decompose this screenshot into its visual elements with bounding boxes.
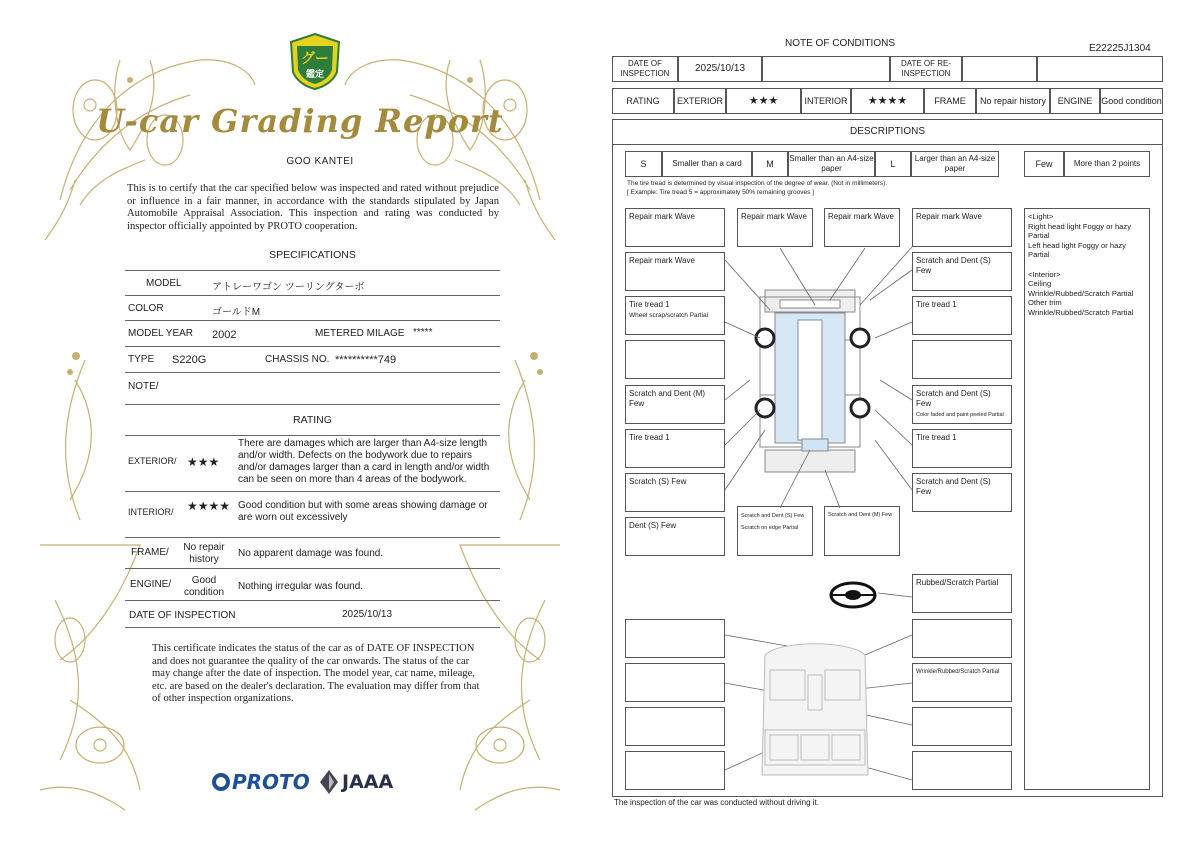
legend-l: L xyxy=(875,151,911,177)
divider xyxy=(125,372,500,373)
divider xyxy=(125,270,500,271)
date-value: 2025/10/13 xyxy=(342,609,393,620)
date-label: DATE OF INSPECTION xyxy=(129,610,236,621)
side-note-line: <Light> xyxy=(1028,212,1054,221)
condition-box-scratch-dent: Scratch and Dent (M) Few xyxy=(625,385,725,424)
condition-box-repair-mark: Repair mark Wave xyxy=(625,252,725,291)
divider xyxy=(125,568,500,569)
metered-mileage-value: ***** xyxy=(413,327,433,338)
descriptions-heading: DESCRIPTIONS xyxy=(612,119,1163,145)
metered-mileage-label: METERED MILAGE xyxy=(315,328,405,339)
engine-value: Good condition xyxy=(1100,88,1163,114)
divider xyxy=(125,295,500,296)
jaaa-mark-icon xyxy=(320,770,338,794)
tire-note: The tire tread is determined by visual inspection of the degree of wear. (Not in millimeters). xyxy=(627,180,888,187)
side-note-line xyxy=(1028,260,1146,270)
interior-label: INTERIOR/ xyxy=(128,507,174,517)
note-of-conditions-page xyxy=(600,0,1200,848)
model-value: アトレーワゴン ツーリングターボ xyxy=(212,282,365,293)
condition-box-repair-mark: Repair mark Wave xyxy=(912,208,1012,247)
date-of-inspection-label: DATE OF INSPECTION xyxy=(612,56,678,82)
svg-text:鑑定: 鑑定 xyxy=(305,70,325,80)
exterior-description: There are damages which are larger than A4-size length and/or width. Defects on the bodywork due to repairs and/or damages larger than a card in length and/or width can be seen on more than 4 areas of the bodywork. xyxy=(238,438,490,485)
condition-box-scratch-dent xyxy=(912,385,1012,424)
condition-box-empty xyxy=(625,619,725,658)
exterior-stars: ★★★ xyxy=(187,455,220,469)
condition-box-scratch-dent: Scratch and Dent (S) Few xyxy=(912,252,1012,291)
divider xyxy=(125,435,500,436)
interior-label: INTERIOR xyxy=(801,88,851,114)
side-note-line: Wrinkle/Rubbed/Scratch Partial xyxy=(1028,307,1134,317)
condition-box-rear xyxy=(737,506,813,556)
type-label: TYPE xyxy=(128,354,155,365)
divider xyxy=(125,600,500,601)
divider xyxy=(125,320,500,321)
condition-box-dent: Dent (S) Few xyxy=(625,517,725,556)
note-label: NOTE/ xyxy=(128,381,159,392)
report-title: U-car Grading Report xyxy=(96,102,504,140)
jaaa-logo xyxy=(320,770,393,794)
legend-m: M xyxy=(752,151,788,177)
model-year-label: MODEL YEAR xyxy=(128,328,194,339)
chassis-value: **********749 xyxy=(335,354,397,366)
frame-value: No repair history xyxy=(183,542,225,565)
color-faded-text: Color faded and paint peeled Partial xyxy=(916,412,1004,418)
legend-l-desc: Larger than an A4-size paper xyxy=(911,151,999,177)
side-note-line: Ceiling xyxy=(1028,279,1052,289)
condition-box-repair-mark: Repair mark Wave xyxy=(737,208,813,247)
model-label: MODEL xyxy=(146,278,182,289)
condition-box-steering: Rubbed/Scratch Partial xyxy=(912,574,1012,613)
condition-box-empty xyxy=(912,707,1012,746)
legend-m-desc: Smaller than an A4-size paper xyxy=(788,151,875,177)
document-id: E22225J1304 xyxy=(1089,43,1151,54)
interior-stars: ★★★★ xyxy=(851,88,924,114)
condition-box-empty xyxy=(912,340,1012,379)
divider xyxy=(125,346,500,347)
right-footer: The inspection of the car was conducted without driving it. xyxy=(614,798,819,807)
color-value: ゴールドM xyxy=(212,307,261,318)
condition-box-empty xyxy=(625,663,725,702)
color-label: COLOR xyxy=(128,303,164,314)
proto-wordmark: PROTO xyxy=(232,770,310,794)
legend-few-desc: More than 2 points xyxy=(1064,151,1150,177)
car-interior-diagram xyxy=(750,635,880,785)
scratch-dent-text: Scratch and Dent (S) Few xyxy=(916,389,991,408)
chassis-label: CHASSIS NO. xyxy=(265,354,330,365)
side-note-line: Wrinkle/Rubbed/Scratch Partial xyxy=(1028,288,1134,298)
condition-box-tire-tread: Tire tread 1 xyxy=(912,429,1012,468)
condition-box-scratch-dent: Scratch and Dent (S) Few xyxy=(912,473,1012,512)
tire-tread-text: Tire tread 1 xyxy=(629,300,670,309)
condition-box-rear: Scratch and Dent (M) Few xyxy=(824,506,900,556)
exterior-label: EXTERIOR xyxy=(674,88,726,114)
page-title: NOTE OF CONDITIONS xyxy=(785,38,895,49)
interior-stars: ★★★★ xyxy=(187,499,231,513)
divider xyxy=(125,627,500,628)
divider xyxy=(125,491,500,492)
side-note-line: Other trim xyxy=(1028,298,1062,308)
condition-box-empty xyxy=(625,751,725,790)
condition-box-repair-mark: Repair mark Wave xyxy=(824,208,900,247)
engine-label: ENGINE/ xyxy=(130,579,172,590)
legend-s-desc: Smaller than a card xyxy=(662,151,752,177)
exterior-label: EXTERIOR/ xyxy=(128,456,177,466)
engine-value: Good condition xyxy=(183,575,225,598)
proto-mark-icon xyxy=(212,773,230,791)
legend-s: S xyxy=(625,151,662,177)
report-subtitle: GOO KANTEI xyxy=(286,156,354,167)
condition-box-tire-tread xyxy=(625,296,725,335)
rear-scratch-edge-text: Scratch on edge Partial xyxy=(741,525,799,531)
divider xyxy=(125,404,500,405)
footer-disclaimer: This certificate indicates the status of the car as of DATE OF INSPECTION and does not guarantee the quality of the car onwards. The status of the car may change after the date of inspection. The model year, car name, mileage, etc. are based on the dealer's declaration. The evaluation may differ from that of other inspection organizations. xyxy=(152,643,480,704)
certification-text: This is to certify that the car specified below was inspected and rated without prejudice or influence in a fair manner, in accordance with the standards stipulated by Japan Automobile Appraisal Association. This inspection and rating was conducted by inspector officially appointed by PROTO cooperation. xyxy=(127,183,499,232)
exterior-stars: ★★★ xyxy=(726,88,801,114)
engine-label: ENGINE xyxy=(1050,88,1100,114)
frame-label: FRAME/ xyxy=(131,547,169,558)
goo-kantei-badge xyxy=(287,32,343,90)
divider xyxy=(125,537,500,538)
proto-logo xyxy=(212,770,310,794)
tire-example: [ Example: Tire tread 5 = approximately 50% remaining grooves ] xyxy=(627,189,814,196)
model-year-value: 2002 xyxy=(212,329,237,341)
frame-description: No apparent damage was found. xyxy=(238,548,384,559)
condition-box-tire-tread: Tire tread 1 xyxy=(912,296,1012,335)
condition-box-empty xyxy=(625,340,725,379)
condition-box-interior: Wrinkle/Rubbed/Scratch Partial xyxy=(912,663,1012,702)
rating-label: RATING xyxy=(612,88,674,114)
rear-scratch-dent-text: Scratch and Dent (S) Few xyxy=(741,513,805,519)
condition-box-empty xyxy=(625,707,725,746)
legend-few: Few xyxy=(1024,151,1064,177)
svg-text:グー: グー xyxy=(301,51,329,67)
condition-box-tire-tread: Tire tread 1 xyxy=(625,429,725,468)
side-note-line: Right head light Foggy or hazy Partial xyxy=(1028,221,1131,241)
type-value: S220G xyxy=(172,354,207,366)
condition-box-repair-mark: Repair mark Wave xyxy=(625,208,725,247)
side-notes-panel xyxy=(1024,208,1150,790)
side-note-line: <Interior> xyxy=(1028,269,1061,279)
steering-wheel-icon xyxy=(828,580,878,610)
interior-description: Good condition but with some areas showing damage or are worn out excessively xyxy=(238,500,488,523)
condition-box-empty xyxy=(912,751,1012,790)
frame-label: FRAME xyxy=(924,88,976,114)
rating-heading: RATING xyxy=(293,414,332,426)
side-note-line: Left head light Foggy or hazy Partial xyxy=(1028,240,1126,260)
condition-box-scratch: Scratch (S) Few xyxy=(625,473,725,512)
frame-value: No repair history xyxy=(976,88,1050,114)
jaaa-wordmark: JAAA xyxy=(342,771,394,793)
specifications-heading: SPECIFICATIONS xyxy=(269,249,356,261)
reinspection-label: DATE OF RE-INSPECTION xyxy=(890,56,962,82)
engine-description: Nothing irregular was found. xyxy=(238,581,364,592)
wheel-scrap-text: Wheel scrap/scratch Partial xyxy=(629,312,709,319)
condition-box-empty xyxy=(912,619,1012,658)
date-of-inspection-value: 2025/10/13 xyxy=(678,56,762,82)
